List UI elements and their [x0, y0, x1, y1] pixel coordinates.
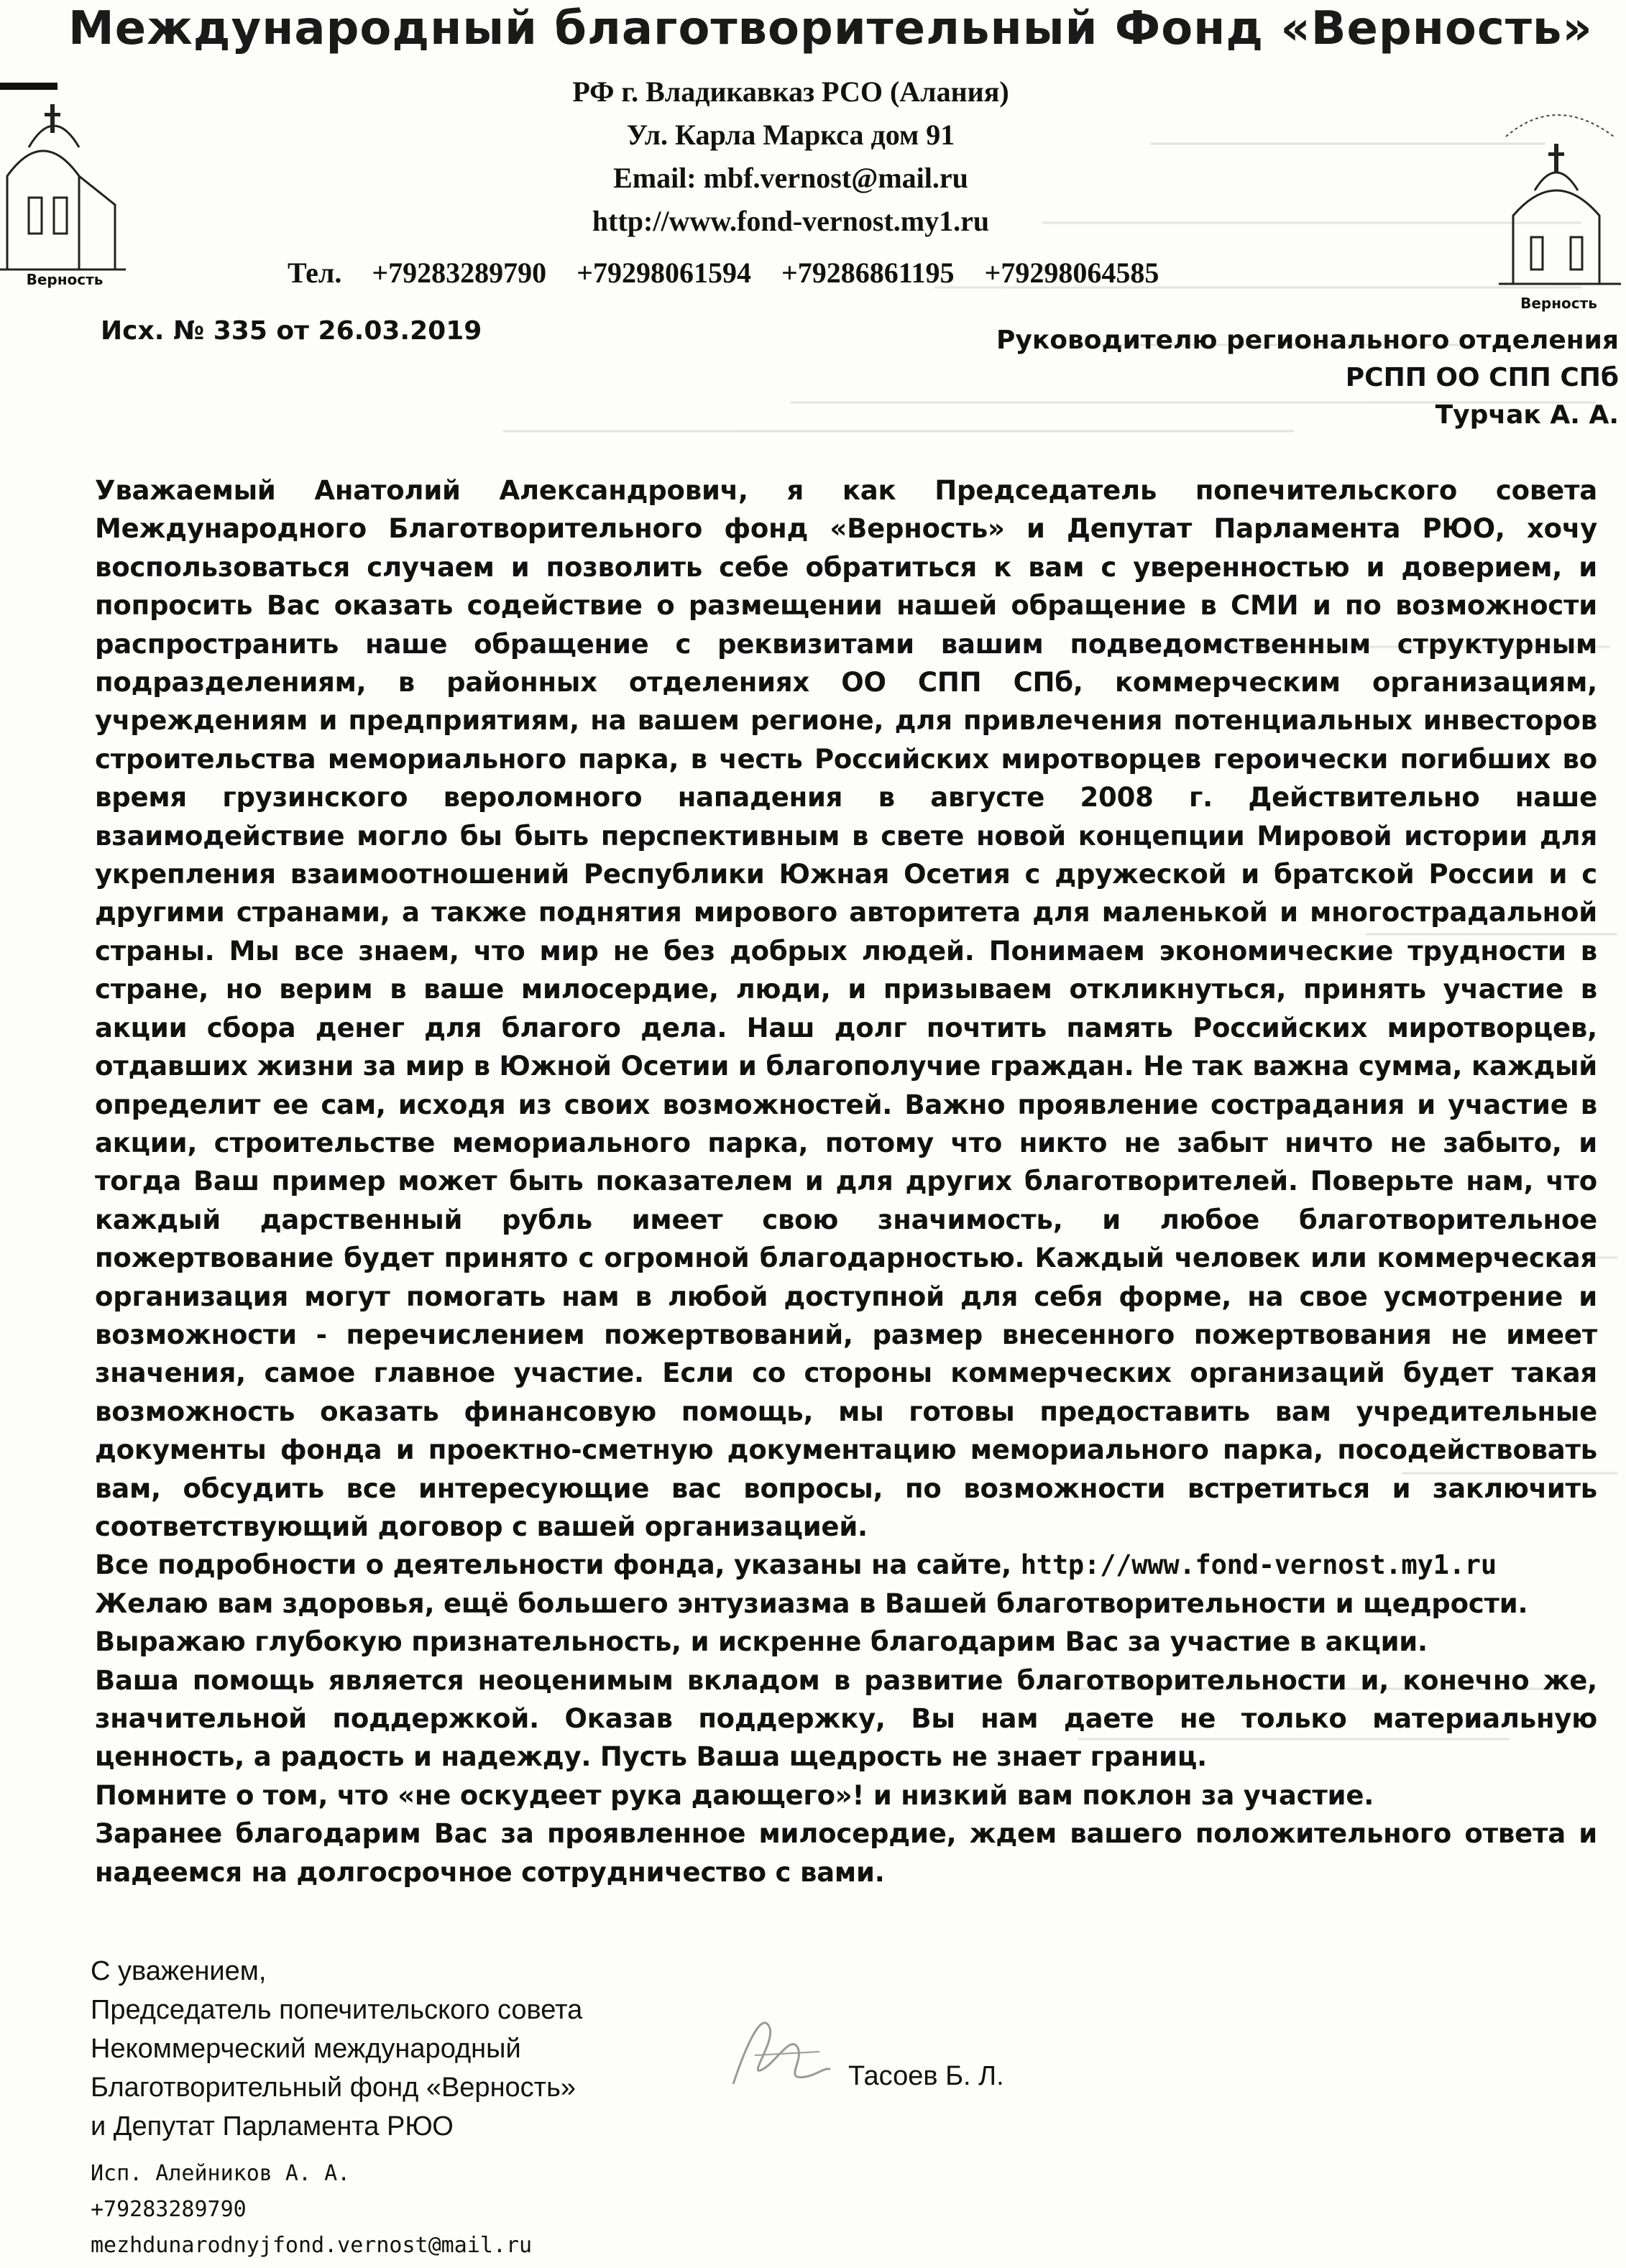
remember-line: Помните о том, что «не оскудеет рука дающего»! и низкий вам поклон за участие. — [95, 1779, 1374, 1811]
executor-email[interactable]: mezhdunarodnyjfond.vernost@mail.ru — [91, 2233, 533, 2258]
church-logo-left — [0, 61, 129, 291]
details-text: Все подробности о деятельности фонда, указаны на сайте, — [95, 1549, 1021, 1581]
signer-title-line: Некоммерческий международный — [91, 2034, 521, 2064]
letter-body — [95, 471, 1597, 1891]
church-logo-right — [1492, 93, 1626, 316]
email-line: Email: mbf.vernost@mail.ru — [613, 162, 968, 194]
addressee-organization: РСПП ОО СПП СПб — [1345, 363, 1619, 392]
church-icon — [1492, 93, 1626, 302]
addressee-block — [763, 322, 1626, 434]
gratitude-line: Выражаю глубокую признательность, и искренне благодарим Вас за участие в акции. — [95, 1626, 1428, 1658]
details-website-link[interactable]: http://www.fond-vernost.my1.ru — [1020, 1549, 1497, 1581]
main-paragraph: Уважаемый Анатолий Александрович, я как Председатель попечительского совета Международного Благотворительного фонд «Верность» и Депутат Парламента РЮО, хочу воспользоваться случаем и позволить себе обратиться к вам с уверенностью и доверием, и попросить Вас оказать содействие о размещении нашей обращение в СМИ и по возможности распространить наше обращение с реквизитами вашим подведомственным структурным подразделениям, в районных отделениях ОО СПП СПб, коммерческим организациям, учреждениям и предприятиям, на вашем регионе, для привлечения потенциальных инвесторов строительства мемориального парка, в честь Российских миротворцев героически погибших во время грузинского вероломного нападения в августе 2008 г. Действительно наше взаимодействие могло бы быть перспективным в свете новой концепции Мировой истории для укрепления взаимоотношений Республики Южная Осетия с дружеской и братской России и с другими странами, а также поднятия мирового авторитета для маленькой и многострадальной страны. Мы все знаем, что мир не без добрых людей. Понимаем экономические трудности в стране, но верим в ваше милосердие, люди, и призываем откликнуться, принять участие в акции сбора денег для благого дела. Наш долг почтить память Российских миротворцев, отдавших жизни за мир в Южной Осетии и благополучие граждан. Не так важна сумма, каждый определит ее сам, исходя из своих возможностей. Важно проявление сострадания и участие в акции, строительстве мемориального парка, потому что никто не забыт ничто не забыто, и тогда Ваш пример может быть показателем и для других благотворителей. Поверьте нам, что каждый дарственный рубль имеет свою значимость, и любое благотворительное пожертвование будет принято с огромной благодарностью. Каждый человек или коммерческая организация могут помогать нам в любой доступной для себя форме, на свое усмотрение и возможности - перечислением пожертвований, размер внесенного пожертвования не имеет значения, самое главное участие. Если со стороны коммерческих организаций будет такая возможность оказать финансовую помощь, мы готовы предоставить вам учредительные документы фонда и проектно-сметную документацию мемориального парка, посодействовать вам, обсудить все интересующие вас вопросы, по возможности встретиться и заключить соответствующий договор с вашей организацией. — [95, 475, 1597, 1542]
org-title: Международный благотворительный Фонд «Верность» — [68, 2, 1593, 55]
phone-number: +79286861195 — [781, 257, 955, 289]
executor-block — [91, 2156, 738, 2264]
phone-label: Тел. — [288, 257, 342, 289]
details-line — [95, 1546, 1597, 1584]
signer-name: Тасоев Б. Л. — [848, 2061, 1004, 2091]
addressee-position: Руководителю регионального отделения — [996, 326, 1619, 355]
signer-title-line: Благотворительный фонд «Верность» — [91, 2073, 577, 2103]
outgoing-reference: Исх. № 335 от 26.03.2019 — [101, 316, 482, 346]
church-icon — [0, 61, 129, 291]
executor-phone: +79283289790 — [91, 2197, 247, 2222]
address-line-city: РФ г. Владикавказ РСО (Алания) — [572, 75, 1009, 108]
signer-title-line: Председатель попечительского совета — [91, 1995, 583, 2025]
help-paragraph: Ваша помощь является неоценимым вкладом в развитие благотворительности и, конечно же, значительной поддержкой. Оказав поддержку, Вы нам даете не только материальную ценность, а радость и надежду. Пусть Ваша щедрость не знает границ. — [95, 1664, 1597, 1773]
final-paragraph: Заранее благодарим Вас за проявленное милосердие, ждем вашего положительного ответа и надеемся на долгосрочное сотрудничество с вами. — [95, 1818, 1597, 1888]
phone-line — [288, 256, 1366, 290]
executor-name: Исп. Алейников А. А. — [91, 2161, 351, 2186]
addressee-name: Турчак А. А. — [1435, 400, 1619, 430]
letterhead-contacts — [503, 70, 1078, 243]
regards-line: С уважением, — [91, 1956, 267, 1986]
website-line: http://www.fond-vernost.my1.ru — [592, 205, 990, 237]
logo-caption-left: Верность — [26, 271, 104, 288]
phone-number: +79283289790 — [372, 257, 547, 289]
phone-number: +79298061594 — [577, 257, 751, 289]
phone-number: +79298064585 — [984, 257, 1159, 289]
address-line-street: Ул. Карла Маркса дом 91 — [626, 119, 955, 151]
wish-line: Желаю вам здоровья, ещё большего энтузиазма в Вашей благотворительности и щедрости. — [95, 1587, 1528, 1619]
logo-caption-right: Верность — [1520, 295, 1597, 312]
signer-title-line: и Депутат Парламента РЮО — [91, 2111, 454, 2142]
handwritten-signature — [719, 1998, 834, 2106]
